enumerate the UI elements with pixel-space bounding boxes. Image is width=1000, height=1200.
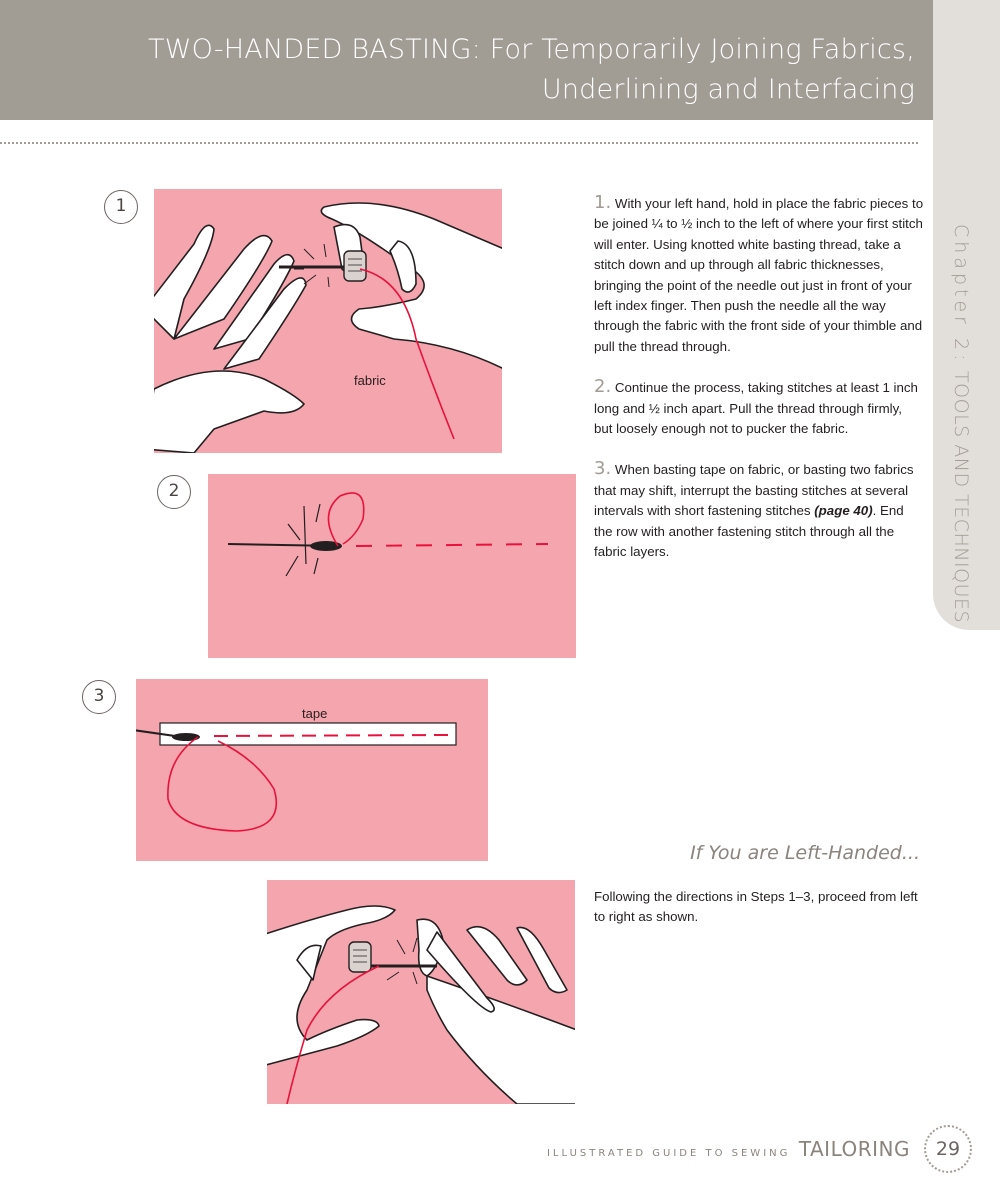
step-2-text: Continue the process, taking stitches at least 1 inch long and ½ inch apart. Pull the thread through firmly, but loosely enough not to pucker the fabric. <box>594 380 918 437</box>
stitch-row-drawing <box>208 474 576 658</box>
page-title-lead: TWO-HANDED BASTING: <box>148 34 481 65</box>
figure-1-number: 1 <box>104 190 138 224</box>
step-3-text-after: . End the row with another fastening stitch through all the fabric layers. <box>594 503 904 560</box>
chapter-number: Chapter 2: <box>950 224 972 365</box>
figure-2-illustration <box>208 474 576 658</box>
book-series: ILLUSTRATED GUIDE TO SEWING <box>546 1148 791 1159</box>
figure-left-handed-illustration <box>267 880 575 1104</box>
instruction-steps <box>594 193 924 583</box>
running-footer <box>547 1137 910 1161</box>
figure-2-number: 2 <box>157 475 191 509</box>
figure-3-label: tape <box>302 706 328 721</box>
figure-3-number: 3 <box>82 680 116 714</box>
left-handed-basting-drawing <box>267 880 575 1104</box>
header-band <box>0 0 933 120</box>
step-1 <box>594 193 924 357</box>
step-3-number: 3. <box>594 458 612 480</box>
page-title <box>55 30 915 110</box>
step-3-text-before: When basting tape on fabric, or basting two fabrics that may shift, interrupt the basting stitches at several intervals with short fastening stitches <box>594 462 914 519</box>
step-2-number: 2. <box>594 376 612 398</box>
figure-1-label: fabric <box>354 373 386 388</box>
chapter-section: TOOLS AND TECHNIQUES <box>950 371 972 624</box>
left-handed-heading: If You are Left-Handed... <box>690 842 920 864</box>
page-reference: (page 40) <box>814 503 873 519</box>
book-title: TAILORING <box>798 1137 910 1161</box>
chapter-tab-label <box>942 224 972 624</box>
page-number: 29 <box>924 1125 972 1173</box>
left-handed-text: Following the directions in Steps 1–3, proceed from left to right as shown. <box>594 889 918 925</box>
step-3 <box>594 459 924 562</box>
step-1-text: With your left hand, hold in place the fabric pieces to be joined ¼ to ½ inch to the left of where your first stitch will enter. Using knotted white basting thread, take a stitch down and up through all fabric thicknesses, bringing the point of the needle out just in front of your left index finger. Then push the needle all the way through the fabric with the front side of your thimble and pull the thread through. <box>594 196 924 354</box>
page-title-rest: For Temporarily Joining Fabrics, Underlining and Interfacing <box>480 34 915 105</box>
figure-1-illustration <box>154 189 502 453</box>
step-1-number: 1. <box>594 192 612 213</box>
step-2 <box>594 377 924 439</box>
figure-3-illustration <box>136 679 488 861</box>
dotted-divider <box>0 142 918 144</box>
hands-basting-drawing <box>154 189 502 453</box>
